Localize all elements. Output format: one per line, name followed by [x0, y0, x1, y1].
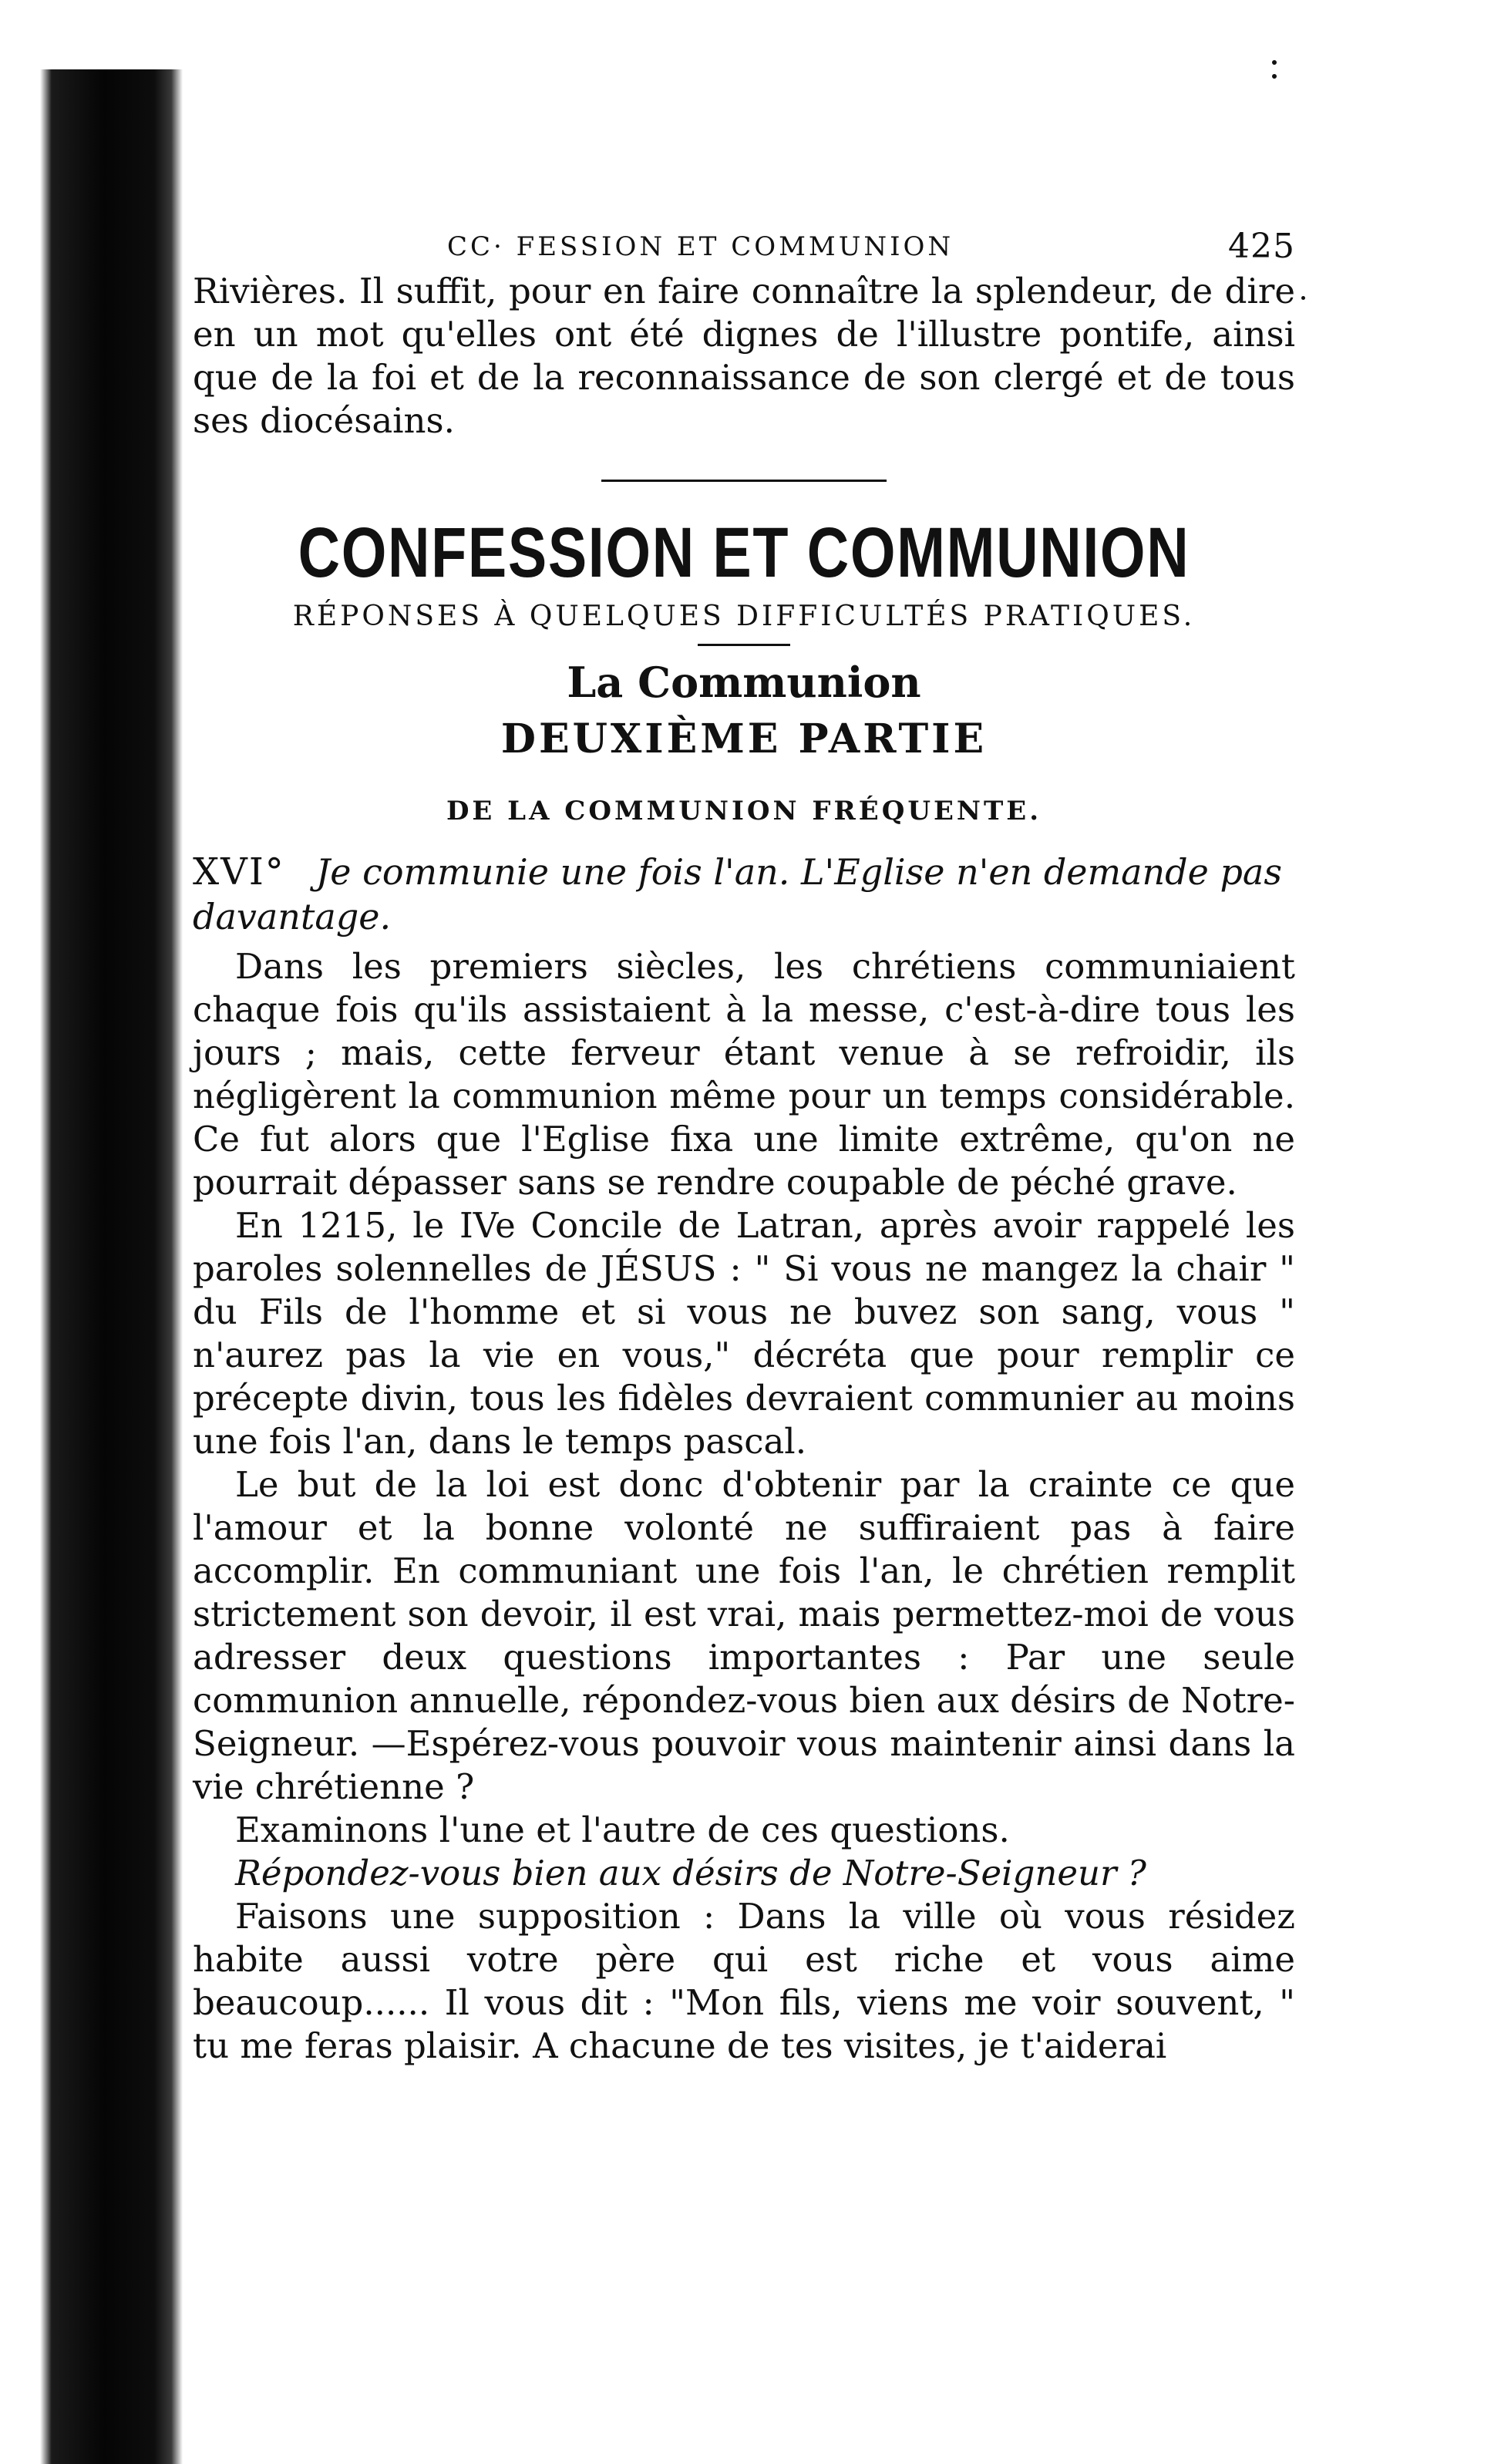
running-title: CC· FESSION ET COMMUNION [447, 231, 954, 262]
article-title: CONFESSION ET COMMUNION [298, 513, 1190, 592]
question-text: Je communie une fois l'an. L'Eglise n'en demande pas davantage. [193, 851, 1282, 937]
question-heading [193, 850, 1295, 939]
scan-speck [1272, 60, 1277, 65]
binding-shadow [40, 69, 183, 2464]
body-paragraph: Examinons l'une et l'autre de ces questions. [235, 1809, 1010, 1850]
scan-speck [1301, 296, 1305, 300]
chapter-title: DE LA COMMUNION FRÉQUENTE. [446, 796, 1042, 826]
intro-paragraph: Rivières. Il suffit, pour en faire connaître la splendeur, de dire en un mot qu'elles ont été dignes de l'illustre pontife, ainsi que de la foi et de la reconnaissance de son clergé et de tous ses diocésains. [193, 271, 1295, 441]
part-title: DEUXIÈME PARTIE [500, 715, 988, 762]
body-paragraph: En 1215, le IVe Concile de Latran, après avoir rappelé les paroles solennelles de JÉSUS : " Si vous ne mangez la chair " du Fils de l'homme et si vous ne buvez son sang, vous " n'aurez pas la vie en vous," décréta que pour remplir ce précepte divin, tous les fidèles devraient communier au moins une fois l'an, dans le temps pascal. [193, 1205, 1295, 1462]
separator-rule-short [698, 644, 790, 646]
scan-speck [1272, 74, 1277, 79]
section-title: La Communion [567, 658, 921, 707]
page-number: 425 [1228, 227, 1295, 266]
final-paragraph: Faisons une supposition : Dans la ville où vous résidez habite aussi votre père qui est riche et vous aime beaucoup...... Il vous dit : "Mon fils, viens me voir souvent, " tu me feras plaisir. A chacune de tes visites, je t'aiderai [193, 1896, 1295, 2066]
book-page [193, 224, 1295, 2068]
body-paragraph: Dans les premiers siècles, les chrétiens communiaient chaque fois qu'ils assistaient à la messe, c'est-à-dire tous les jours ; mais, cette ferveur étant venue à se refroidir, ils négligèrent la communion même pour un temps considérable. Ce fut alors que l'Eglise fixa une limite extrême, qu'on ne pourrait dépasser sans se rendre coupable de péché grave. [193, 946, 1295, 1203]
separator-rule [601, 480, 887, 482]
italic-question: Répondez-vous bien aux désirs de Notre-Seigneur ? [235, 1853, 1146, 1893]
article-subtitle: RÉPONSES À QUELQUES DIFFICULTÉS PRATIQUES. [292, 601, 1196, 632]
running-head [193, 224, 1295, 270]
question-number: XVI° [193, 850, 285, 894]
body-paragraph: Le but de la loi est donc d'obtenir par la crainte ce que l'amour et la bonne volonté ne suffiraient pas à faire accomplir. En communiant une fois l'an, le chrétien remplit strictement son devoir, il est vrai, mais permettez-moi de vous adresser deux questions importantes : Par une seule communion annuelle, répondez-vous bien aux désirs de Notre-Seigneur. —Espérez-vous pouvoir vous maintenir ainsi dans la vie chrétienne ? [193, 1464, 1295, 1807]
